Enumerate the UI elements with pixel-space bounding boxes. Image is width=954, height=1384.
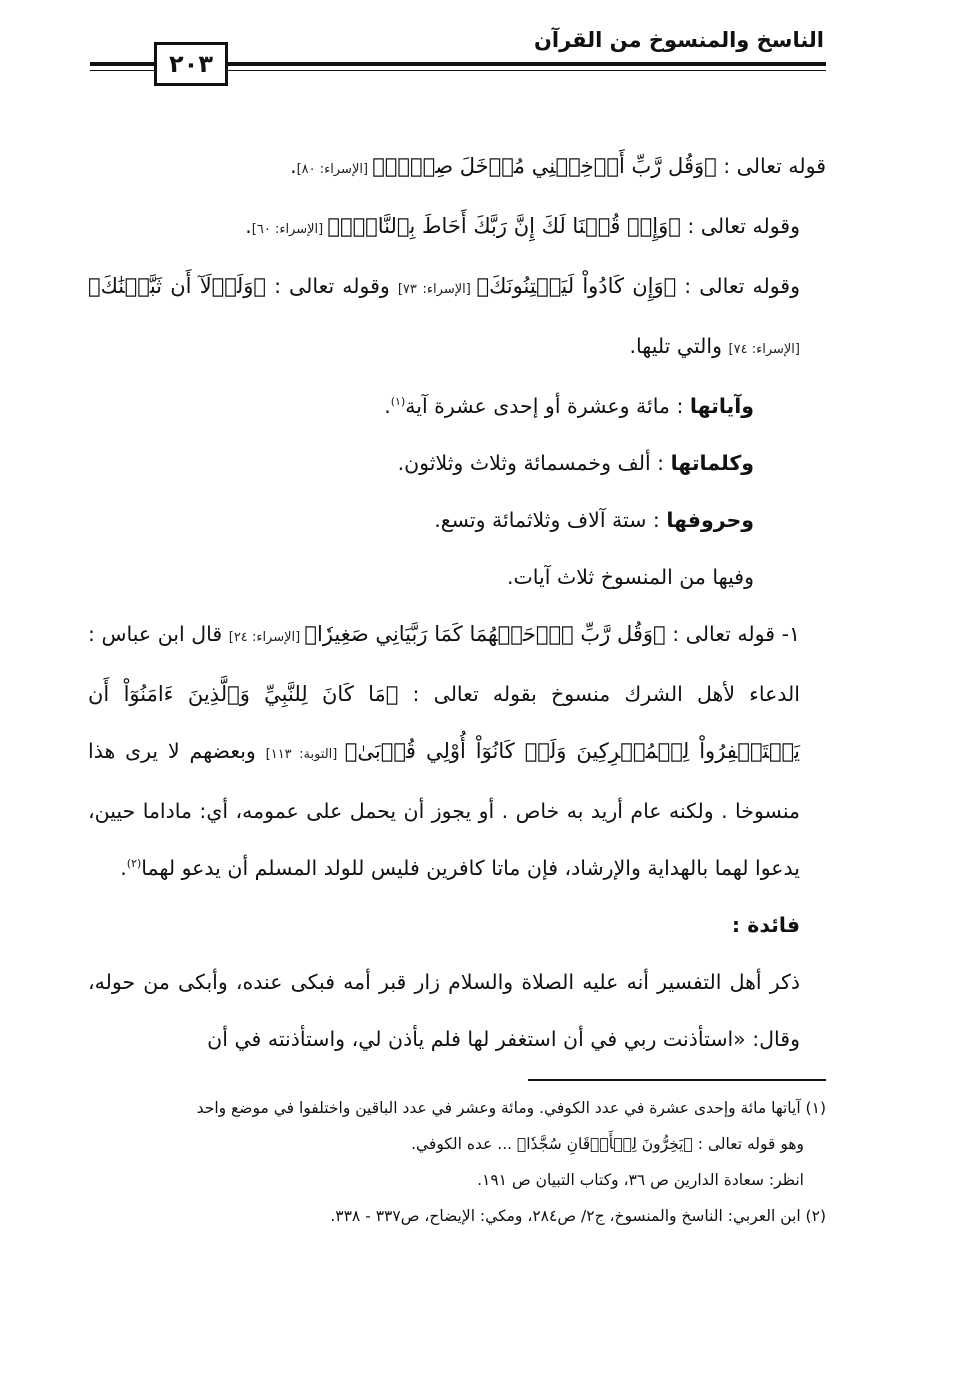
verse-citation: [الإسراء: ٧٤] [728,342,800,357]
item-number: ١- [775,622,800,646]
footnote-ref-1: (١) [390,395,406,409]
text-intro: وقوله تعالى : [680,214,800,238]
quran-verse: ﴿وَقُل رَّبِّ أَدۡخِلۡنِي مُدۡخَلَ صِدۡقٖ﴾ [372,154,717,178]
footnote-1-line-1: (١) آياتها مائة وإحدى عشرة في عدد الكوفي. ومائة وعشر في عدد الباقين واختلفوا في موضع واحد [196,1099,826,1117]
label-verses: وآياتها [689,394,754,418]
text-end: ... عده الكوفي. [411,1135,517,1153]
running-header-title: الناسخ والمنسوخ من القرآن [533,28,824,52]
text-intro: وقوله تعالى : [676,274,801,298]
line-verse-73-74 [88,258,826,378]
quran-verse: ﴿وَإِن كَادُواْ لَيَفۡتِنُونَكَ﴾ [476,274,677,298]
paragraph-text: وبعضهم لا يرى هذا منسوخا . ولكنه عام أريد به خاص . أو يجوز أن يحمل على عمومه، أي: ماداما حيين، يدعوا لهما بالهداية والإرشاد، فإن ماتا كافرين فليس للولد المسلم أن يدعو لهما [88,739,800,880]
main-text [88,138,826,1068]
text-end: . [245,214,252,238]
verses-value: : مائة وعشرة أو إحدى عشرة آية [405,394,690,418]
verse-citation: [الإسراء: ٧٣] [397,282,477,297]
quran-verse: ﴿وَلَوۡلَآ أَن ثَبَّتۡنَٰكَ﴾ [88,274,267,298]
note-heading: فائدة : [731,913,800,937]
text-intro: قوله تعالى : [716,154,826,178]
text-end: . [120,856,127,880]
line-abrogated-count: وفيها من المنسوخ ثلاث آيات. [506,565,754,589]
line-verse-60 [88,198,826,258]
text-end: والتي تليها. [629,334,729,358]
footnote-2: (٢) ابن العربي: الناسخ والمنسوخ، ج٢/ ص٢٨٤، ومكي: الإيضاح، ص٣٣٧ - ٣٣٨. [330,1207,826,1225]
text-end: . [384,394,391,418]
label-words: وكلماتها [670,451,754,475]
line-word-count [88,435,826,492]
line-verse-count [88,378,826,435]
page-number-box [154,42,228,86]
page-number: ٢٠٣ [169,50,213,78]
footnote-ref-2: (٢) [126,857,142,871]
paragraph-item-1 [88,606,826,897]
letters-value: : ستة آلاف وثلاثمائة وتسع. [434,508,667,532]
paragraph-note: ذكر أهل التفسير أنه عليه الصلاة والسلام زار قبر أمه فبكى عنده، وأبكى من حوله، وقال: «استأذنت ربي في أن استغفر لها فلم يأذن لي، واستأذنته في أن [88,970,800,1051]
quran-verse: ﴿مَا كَانَ لِلنَّبِيِّ وَٱلَّذِينَ ءَامَنُوٓاْ أَن يَسۡتَغۡفِرُواْ لِلۡمُشۡرِكِينَ وَلَوۡ كَانُوٓاْ أُوْلِي قُرۡبَىٰ﴾ [88,682,801,763]
line-letter-count [88,492,826,549]
verse-citation: [الإسراء: ٨٠] [296,162,373,177]
footnote-1-line-3: انظر: سعادة الدارين ص ٣٦، وكتاب التبيان ص ١٩١. [477,1171,804,1189]
paragraph-text: قال ابن عباس : الدعاء لأهل الشرك منسوخ بقوله تعالى : [88,622,800,706]
verse-citation: [الإسراء: ٦٠] [251,222,328,237]
footnotes [88,1090,826,1234]
quran-verse: ﴿وَإِذۡ قُلۡنَا لَكَ إِنَّ رَبَّكَ أَحَاطَ بِٱلنَّاسِۚ﴾ [327,214,681,238]
footnote-1-line-2 [88,1126,826,1162]
text-mid: وقوله تعالى : [266,274,398,298]
text-intro: وهو قوله تعالى : [692,1135,804,1153]
text-intro: قوله تعالى : [665,622,776,646]
words-value: : ألف وخمسمائة وثلاث وثلاثون. [397,451,671,475]
quran-verse: ﴿يَخِرُّونَ لِلۡأَذۡقَانِ سُجَّدٗا﴾ [516,1135,693,1153]
line-verse-80 [88,138,826,198]
quran-verse: ﴿وَقُل رَّبِّ ٱرۡحَمۡهُمَا كَمَا رَبَّيَانِي صَغِيرٗا﴾ [304,622,666,646]
label-letters: وحروفها [666,508,754,532]
text-end: . [290,154,297,178]
verse-citation: [التوبة: ١١٣] [265,747,345,762]
footnote-separator [528,1079,826,1081]
verse-citation: [الإسراء: ٢٤] [228,630,305,645]
